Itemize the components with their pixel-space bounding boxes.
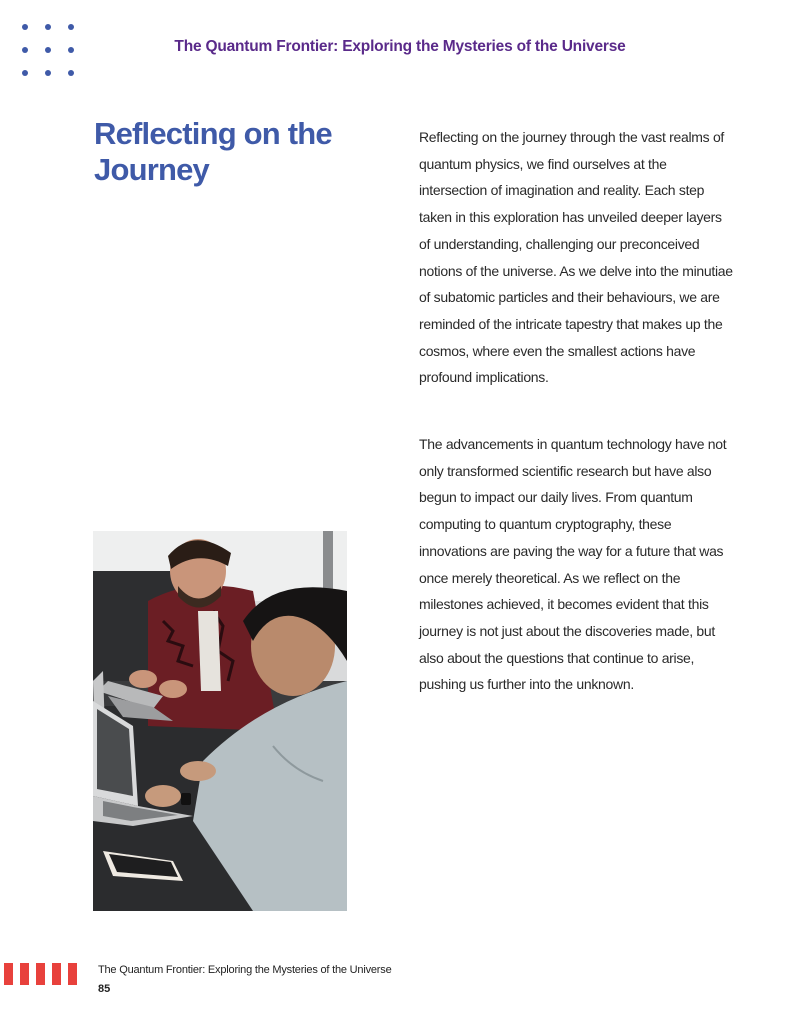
footer-book-title: The Quantum Frontier: Exploring the Mysteries of the Universe [98, 964, 392, 976]
decorative-dot [45, 24, 51, 30]
body-paragraph: Reflecting on the journey through the vast realms of quantum physics, we find ourselves at the intersection of imagination and reality. Each step taken in this exploration has unveiled deeper layers of understanding, challenging our preconceived notions of the universe. As we delve into the minutiae of subatomic particles and their behaviours, we are reminded of the intricate tapestry that makes up the cosmos, where even the smallest actions have profound implications. [419, 129, 733, 386]
decorative-dot [45, 70, 51, 76]
running-header: The Quantum Frontier: Exploring the Mysteries of the Universe [174, 38, 626, 55]
footer-decorative-bars [4, 963, 78, 985]
page-number: 85 [98, 983, 111, 995]
decorative-dot [68, 70, 74, 76]
decorative-dot [22, 70, 28, 76]
decorative-dot [68, 24, 74, 30]
footer-bar [4, 963, 13, 985]
section-title: Reflecting on the Journey [94, 116, 332, 187]
footer-bar [36, 963, 45, 985]
body-text-column [419, 124, 735, 738]
decorative-dot [22, 24, 28, 30]
footer-bar [20, 963, 29, 985]
photo-two-men-working-on-laptops [93, 531, 347, 911]
body-paragraph: The advancements in quantum technology have not only transformed scientific research but have also begun to impact our daily lives. From quantum computing to quantum cryptography, these innovations are paving the way for a future that was once merely theoretical. As we reflect on the milestones achieved, it becomes evident that this journey is not just about the discoveries made, but also about the questions that continue to arise, pushing us further into the unknown. [419, 436, 727, 693]
footer-bar [68, 963, 77, 985]
footer-bar [52, 963, 61, 985]
